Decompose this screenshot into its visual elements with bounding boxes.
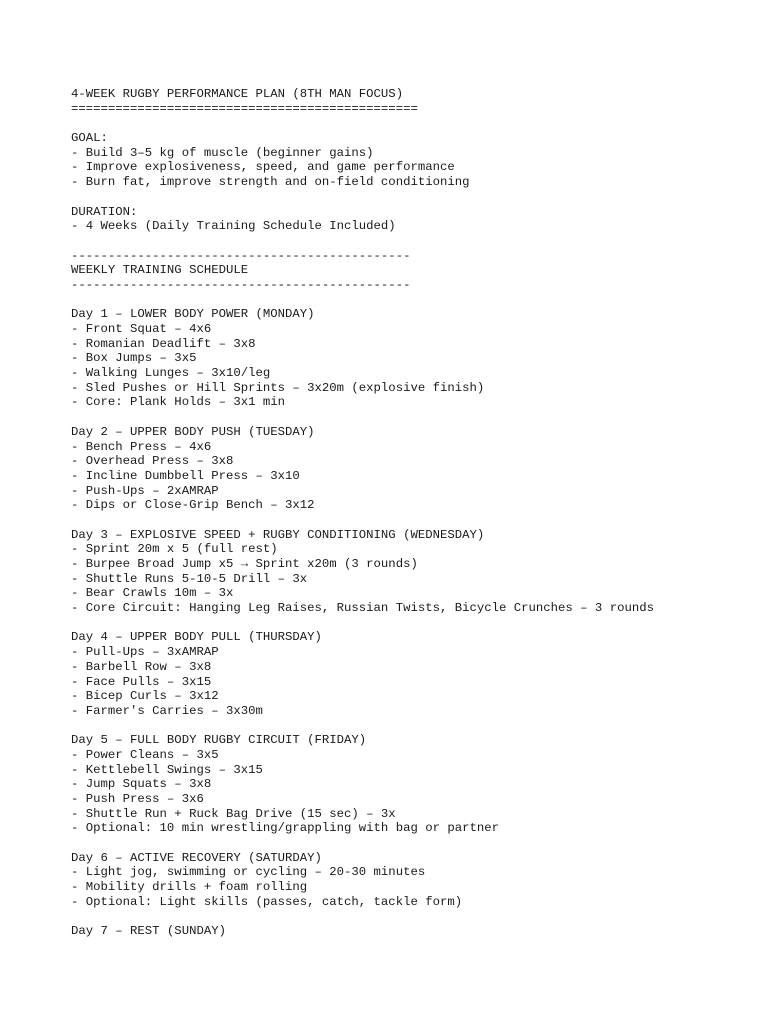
text-line: - Dips or Close-Grip Bench – 3x12	[71, 498, 315, 513]
text-line: Day 7 – REST (SUNDAY)	[71, 924, 226, 939]
text-line: - Front Squat – 4x6	[71, 322, 212, 336]
text-line: - Overhead Press – 3x8	[71, 454, 234, 469]
text-line: - Core Circuit: Hanging Leg Raises, Russian Twists, Bicycle Crunches – 3 rounds	[71, 601, 654, 616]
text-line: GOAL:	[71, 131, 108, 146]
blank-line	[71, 616, 761, 631]
text-line: - Improve explosiveness, speed, and game performance	[71, 160, 455, 175]
text-line: - Optional: Light skills (passes, catch, tackle form)	[71, 894, 463, 909]
text-line: - Sled Pushes or Hill Sprints – 3x20m (explosive finish)	[71, 380, 485, 395]
text-line: - Farmer's Carries – 3x30m	[71, 703, 263, 718]
text-line: - Burn fat, improve strength and on-field conditioning	[71, 175, 470, 190]
blank-line	[71, 719, 761, 734]
text-line: - Core: Plank Holds – 3x1 min	[71, 395, 286, 410]
text-line: - Optional: 10 min wrestling/grappling with bag or partner	[71, 821, 500, 836]
text-line: Day 4 – UPPER BODY PULL (THURSDAY)	[71, 630, 322, 645]
text-line: Day 5 – FULL BODY RUGBY CIRCUIT (FRIDAY)	[71, 733, 367, 748]
text-line: - Jump Squats – 3x8	[71, 777, 212, 792]
blank-line	[71, 513, 761, 528]
blank-line	[71, 293, 761, 308]
text-line: - Incline Dumbbell Press – 3x10	[71, 468, 300, 483]
text-line: - Shuttle Runs 5-10-5 Drill – 3x	[71, 571, 308, 586]
text-line: - Build 3–5 kg of muscle (beginner gains)	[71, 145, 374, 160]
text-line: ----------------------------------------------	[71, 248, 411, 263]
text-line: - Bench Press – 4x6	[71, 439, 212, 454]
text-line: WEEKLY TRAINING SCHEDULE	[71, 263, 249, 278]
text-line: - Burpee Broad Jump x5 → Sprint x20m (3 rounds)	[71, 557, 418, 571]
text-line: - Push Press – 3x6	[71, 792, 204, 806]
text-line: - Shuttle Run + Ruck Bag Drive (15 sec) – 3x	[71, 806, 396, 821]
blank-line	[71, 116, 761, 131]
text-line: - Box Jumps – 3x5	[71, 351, 197, 366]
text-line: - Light jog, swimming or cycling – 20-30 minutes	[71, 865, 426, 880]
text-line: Day 6 – ACTIVE RECOVERY (SATURDAY)	[71, 850, 322, 865]
text-line: Day 3 – EXPLOSIVE SPEED + RUGBY CONDITIONING (WEDNESDAY)	[71, 527, 485, 542]
text-line: 4-WEEK RUGBY PERFORMANCE PLAN (8TH MAN FOCUS)	[71, 87, 404, 101]
text-line: ===============================================	[71, 101, 418, 116]
blank-line	[71, 910, 761, 925]
text-line: - Walking Lunges – 3x10/leg	[71, 366, 271, 381]
document-page	[71, 87, 761, 939]
text-line: DURATION:	[71, 204, 138, 219]
blank-line	[71, 836, 761, 851]
blank-line	[71, 190, 761, 205]
text-line: - Face Pulls – 3x15	[71, 674, 212, 689]
text-line: - Kettlebell Swings – 3x15	[71, 762, 263, 777]
text-line: - Push-Ups – 2xAMRAP	[71, 483, 219, 498]
text-line: - Bear Crawls 10m – 3x	[71, 586, 234, 601]
blank-line	[71, 410, 761, 425]
text-line: - Power Cleans – 3x5	[71, 747, 219, 762]
text-line: - 4 Weeks (Daily Training Schedule Included)	[71, 219, 396, 234]
blank-line	[71, 234, 761, 249]
text-line: - Barbell Row – 3x8	[71, 659, 212, 674]
text-line: Day 2 – UPPER BODY PUSH (TUESDAY)	[71, 424, 315, 439]
text-line: ----------------------------------------------	[71, 277, 411, 292]
text-line: Day 1 – LOWER BODY POWER (MONDAY)	[71, 307, 315, 322]
text-line: - Sprint 20m x 5 (full rest)	[71, 542, 278, 557]
text-line: - Mobility drills + foam rolling	[71, 880, 308, 895]
text-line: - Bicep Curls – 3x12	[71, 689, 219, 704]
text-line: - Pull-Ups – 3xAMRAP	[71, 645, 219, 660]
text-line: - Romanian Deadlift – 3x8	[71, 336, 256, 351]
